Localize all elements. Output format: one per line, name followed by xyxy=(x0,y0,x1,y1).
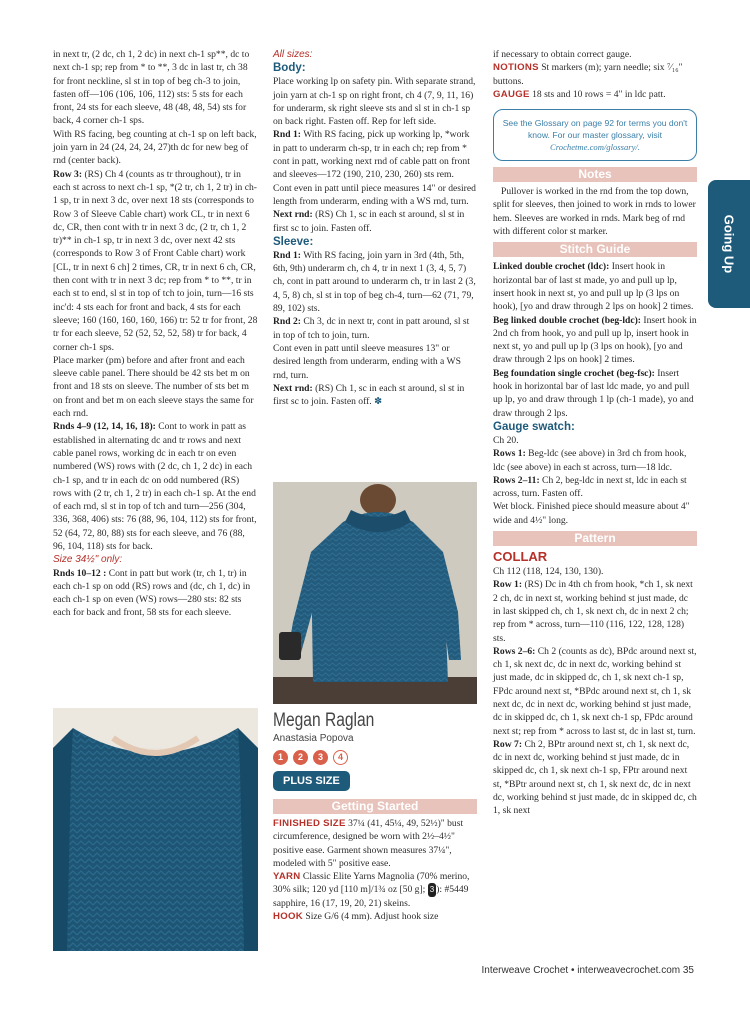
glossary-note xyxy=(493,109,697,161)
key-label: NOTIONS xyxy=(493,62,539,74)
term-label: Linked double crochet (ldc): xyxy=(493,261,610,273)
paragraph: Wet block. Finished piece should measure about 4" wide and 4½" long. xyxy=(493,501,690,526)
paragraph: Ch 112 (118, 124, 130, 130). xyxy=(493,566,604,578)
glossary-link[interactable]: Crochetme.com/glossary/. xyxy=(550,142,640,153)
value: Classic Elite Yarns Magnolia (70% merino, 30% silk; 120 yd [110 m]/1¾ oz [50 g]; xyxy=(273,871,470,896)
all-sizes-label: All sizes: xyxy=(273,49,313,60)
step-label: Row 3: xyxy=(53,168,83,180)
value: 37¼ (41, 45¼, 49, 52½)" bust circumference, designed be worn with 2½–4½" positive ease. Garment shown measures 37¼", modeled with 5" positive ease. xyxy=(273,818,464,869)
section-tab-label: Going Up xyxy=(721,214,737,274)
step-text: Ch 2, BPtr around next st, ch 1, sk next dc, dc in next dc, working behind st just made, dc in skipped dc, ch 1, sk next ch-1 sp, FPtr around next st, *BPtr around next st, ch 1, sk next dc, dc in next dc, working behind st just made, dc in skipped dc, ch 1, sk next xyxy=(493,738,697,817)
skill-level-3: 3 xyxy=(313,750,328,765)
value: 18 sts and 10 rows = 4" in ldc patt. xyxy=(529,88,666,100)
model-illustration xyxy=(273,482,477,704)
finished-size xyxy=(273,817,477,870)
paragraph: in next tr, (2 dc, ch 1, 2 dc) in next ch-1 sp**, dc to next ch-1 sp; rep from * to **, 3 dc in last tr, ch 38 for front neckline, sl st in top of beg ch-3 to join, fasten off—106 (106, 106, 112) sts: 5 sts for each front, 24 sts for each sleeve, 48 (48, 48, 54) sts for back, 4 corner ch-1 sps. xyxy=(53,49,250,127)
step-label: Rows 2–6: xyxy=(493,645,536,657)
glossary-text: See the Glossary on page 92 for terms you don't know. For our master glossary, visit xyxy=(502,118,688,141)
paragraph xyxy=(493,314,697,367)
term-label: Beg linked double crochet (beg-ldc): xyxy=(493,314,641,326)
key-label: GAUGE xyxy=(493,88,530,100)
paragraph xyxy=(273,315,477,342)
designer-name: Anastasia Popova xyxy=(273,733,354,744)
step-text: With RS facing, pick up working lp, *work in patt to underarm ch-sp, tr in each ch; rep from * cont in patt, working next rnd of cable patt on front and sleeves—172 (190, 210, 230, 260) sts rem. xyxy=(273,129,470,181)
step-text: Ch 2 (counts as dc), BPdc around next st, ch 1, sk next dc, dc in next dc, working behind st just made, dc in skipped dc, ch 1, sk next ch-1 sp, FPdc around next st, *BPdc around next st, ch 1, sk next dc, dc in next dc, working behind st just made, dc in skipped dc, ch 1, sk next ch-1 sp, FPdc around next st; rep from * across to last st, dc in last st, turn. xyxy=(493,645,697,737)
step-text: (RS) Ch 4 (counts as tr throughout), tr in each st across to next ch-1 sp, *(2 tr, ch 1, 2 tr) in ch-1 sp, tr in next 3 dc, over next 18 sts (corresponds to Row 3 of Sleeve Cable chart) work CL, tr in next 6 dc, CR, then cont with tr in next 3 dc, (2 tr, ch 1, 2 tr)** in ch-1 sp, tr in next 3 dc, over next 42 sts (corresponds to Row 3 of Front Cable chart) work [CL, tr in next 6 ch] 2 times, CR, tr in next 6 ch, CR, then cont with tr in next 3 dc; rep from * to **, tr in each st to end, sl st in top of tch to join, turn—16 sts inc'd: 4 sts each for front and back, 4 sts for each sleeve; 160 (160, 160, 160, 166) tr: 52 tr for front, 28 tr for each sleeve, 52 (52, 52, 52, 58) tr for back, 4 corner ch-1 sps. xyxy=(53,168,258,353)
paragraph: Place marker (pm) before and after front and each sleeve cable panel. There should be 42 sts bet m on front and 18 sts on sleeve. The number of sts bet m on front and bet m on each sleeve stays the same for each rnd. xyxy=(53,354,254,420)
paragraph xyxy=(273,249,477,315)
step-label: Rnds 4–9 (12, 14, 16, 18): xyxy=(53,421,156,433)
paragraph: Cont even in patt until piece measures 14" or desired length from underarm, ending with a WS rnd, turn. xyxy=(273,182,476,207)
skill-level xyxy=(273,750,477,765)
paragraph xyxy=(493,367,697,420)
page-footer: Interweave Crochet • interweavecrochet.com 35 xyxy=(481,965,694,976)
sweater-back-illustration xyxy=(53,708,258,951)
step-label: Rnd 1: xyxy=(273,129,301,141)
step-text: Beg-ldc (see above) in 3rd ch from hook, ldc (see above) in each st across, turn—18 ldc. xyxy=(493,448,687,473)
section-heading-sleeve: Sleeve: xyxy=(273,235,314,248)
step-text: Ch 2, beg-ldc in next st, ldc in each st across, turn. Fasten off. xyxy=(493,474,687,500)
skill-level-4: 4 xyxy=(333,750,348,765)
key-label: YARN xyxy=(273,871,301,883)
paragraph xyxy=(493,447,697,474)
term-text: Insert hook in horizontal bar of last st made, yo and pull up lp, insert hook in next st, yo and pull up lp (3 lps on hook), [yo and draw through 2 lps on hook] 2 times. xyxy=(493,261,694,313)
yarn xyxy=(273,870,477,910)
step-label: Rnds 10–12 : xyxy=(53,567,107,579)
key-label: HOOK xyxy=(273,911,303,923)
paragraph xyxy=(53,168,258,354)
materials xyxy=(273,817,477,923)
step-text: Cont in patt but work (tr, ch 1, tr) in each ch-1 sp on odd (RS) rows and (dc, ch 1, dc) in each ch-1 sp on even (WS) rows—280 sts: 82 sts each for back and front, 58 sts for each sleeve. xyxy=(53,567,251,619)
pattern-title-block xyxy=(273,710,477,923)
end-mark-icon: ✽ xyxy=(374,396,383,408)
hook xyxy=(273,910,477,923)
plus-size-badge: PLUS SIZE xyxy=(273,771,350,791)
paragraph: Pullover is worked in the rnd from the top down, split for sleeves, then joined to work in rnds to lower hem. Sleeves are worked in rnds. Mark beg of rnd with different color st marker. xyxy=(493,186,696,238)
skill-level-2: 2 xyxy=(293,750,308,765)
step-text: (RS) Ch 1, sc in each st around, sl st in first sc to join. Fasten off. xyxy=(273,209,465,234)
section-tab xyxy=(708,180,750,308)
pattern-heading: Pattern xyxy=(493,531,697,546)
value: St markers (m); yarn needle; six ⁷⁄₁₆" buttons. xyxy=(493,62,683,87)
step-text: Ch 3, dc in next tr, cont in patt around, sl st in top of tch to join, turn. xyxy=(273,316,470,341)
paragraph xyxy=(273,128,477,181)
paragraph xyxy=(53,567,258,620)
paragraph: Cont even in patt until sleeve measures 13" or desired length from underarm, ending with a WS rnd, turn. xyxy=(273,342,461,381)
paragraph xyxy=(493,578,697,644)
step-text: Cont to work in patt as established in alternating dc and tr rows and next cable panel rows, working dc in each tr on even numbered (WS) rows with (2 dc, ch 1, 2 dc) in each ch-1 sp, and tr in each dc on odd numbered (RS) rows with (2 tr, ch 1, 2 tr) in each ch-1 sp. At the end of each rnd, sl st in top of tch and turn—256 (304, 336, 368, 406) sts: 76 (88, 96, 104, 112) sts for front, 52 (64, 72, 80, 88) sts for each sleeve, and 76 (88, 96, 104, 118) sts for back. xyxy=(53,421,257,552)
gauge xyxy=(493,88,697,101)
stitch-guide-heading: Stitch Guide xyxy=(493,242,697,257)
value: ): #5449 sapphire, 16 (17, 19, 20, 21) skeins. xyxy=(273,884,469,909)
paragraph: Ch 20. xyxy=(493,434,519,446)
step-label: Rows 2–11: xyxy=(493,474,540,486)
step-text: (RS) Dc in 4th ch from hook, *ch 1, sk next 2 ch, dc in next st, working behind st just made, dc in last skipped ch, ch 1, sk next ch, dc in next 2 ch; rep from * across, turn—110 (116, 122, 128, 128) sts. xyxy=(493,579,693,644)
section-heading-body: Body: xyxy=(273,62,306,75)
paragraph: if necessary to obtain correct gauge. xyxy=(493,49,632,60)
step-text: With RS facing, join yarn in 3rd (4th, 5th, 6th, 9th) underarm ch, ch 4, tr in next 1 (3, 4, 5, 7) ch, cont in patt around to underarm ch, tr in last 2 (3, 4, 5, 8) ch, sl st in top of beg ch-4, turn—62 (71, 79, 89, 102) sts. xyxy=(273,249,476,315)
value: Size G/6 (4 mm). Adjust hook size xyxy=(302,911,439,923)
paragraph xyxy=(273,208,477,235)
getting-started-heading: Getting Started xyxy=(273,799,477,814)
paragraph xyxy=(493,738,697,818)
step-text: (RS) Ch 1, sc in each st around, sl st in first sc to join. Fasten off. xyxy=(273,382,465,408)
step-label: Rnd 1: xyxy=(273,249,301,261)
step-label: Row 7: xyxy=(493,738,523,750)
model-photo xyxy=(273,482,477,704)
paragraph xyxy=(273,382,477,409)
paragraph: Place working lp on safety pin. With separate strand, join yarn at ch-1 sp on right front, ch 4 (7, 9, 11, 16) for underarm, sk right sleeve sts and sl st in ch-1 sp on back right. Fasten off. Rep for left side. xyxy=(273,76,476,128)
paragraph xyxy=(493,260,697,313)
term-text: Insert hook in horizontal bar of last ldc made, yo and pull up lp, yo and draw through 1 lp (ch-1 made), yo and draw through 2 lps. xyxy=(493,367,694,419)
step-label: Next rnd: xyxy=(273,382,313,394)
term-text: Insert hook in 2nd ch from hook, yo and pull up lp, insert hook in next st, yo and pull up lp (3 lps on hook), [yo and draw through 2 lps on hook] 2 times. xyxy=(493,314,697,366)
term-label: Beg foundation single crochet (beg-fsc): xyxy=(493,367,655,379)
size-note: Size 34½" only: xyxy=(53,554,123,566)
pattern-title: Megan Raglan xyxy=(273,710,375,731)
step-label: Next rnd: xyxy=(273,209,313,221)
paragraph: With RS facing, beg counting at ch-1 sp on left back, join yarn in 24 (24, 24, 24, 27)th dc for new beg of rnd (center back). xyxy=(53,128,257,167)
column-2 xyxy=(273,48,477,408)
key-label: FINISHED SIZE xyxy=(273,818,346,829)
notions xyxy=(493,61,697,88)
step-label: Rnd 2: xyxy=(273,316,301,328)
step-label: Row 1: xyxy=(493,579,523,591)
step-label: Rows 1: xyxy=(493,448,526,460)
notes-heading: Notes xyxy=(493,167,697,182)
skill-level-1: 1 xyxy=(273,750,288,765)
yarn-weight-icon: 3 xyxy=(428,883,436,896)
paragraph xyxy=(493,474,697,501)
sweater-back-photo xyxy=(53,708,258,951)
column-1 xyxy=(53,48,258,620)
gauge-swatch-heading: Gauge swatch: xyxy=(493,420,575,433)
paragraph xyxy=(493,645,697,738)
collar-heading: COLLAR xyxy=(493,549,548,565)
paragraph xyxy=(53,420,258,553)
column-3 xyxy=(493,48,697,818)
